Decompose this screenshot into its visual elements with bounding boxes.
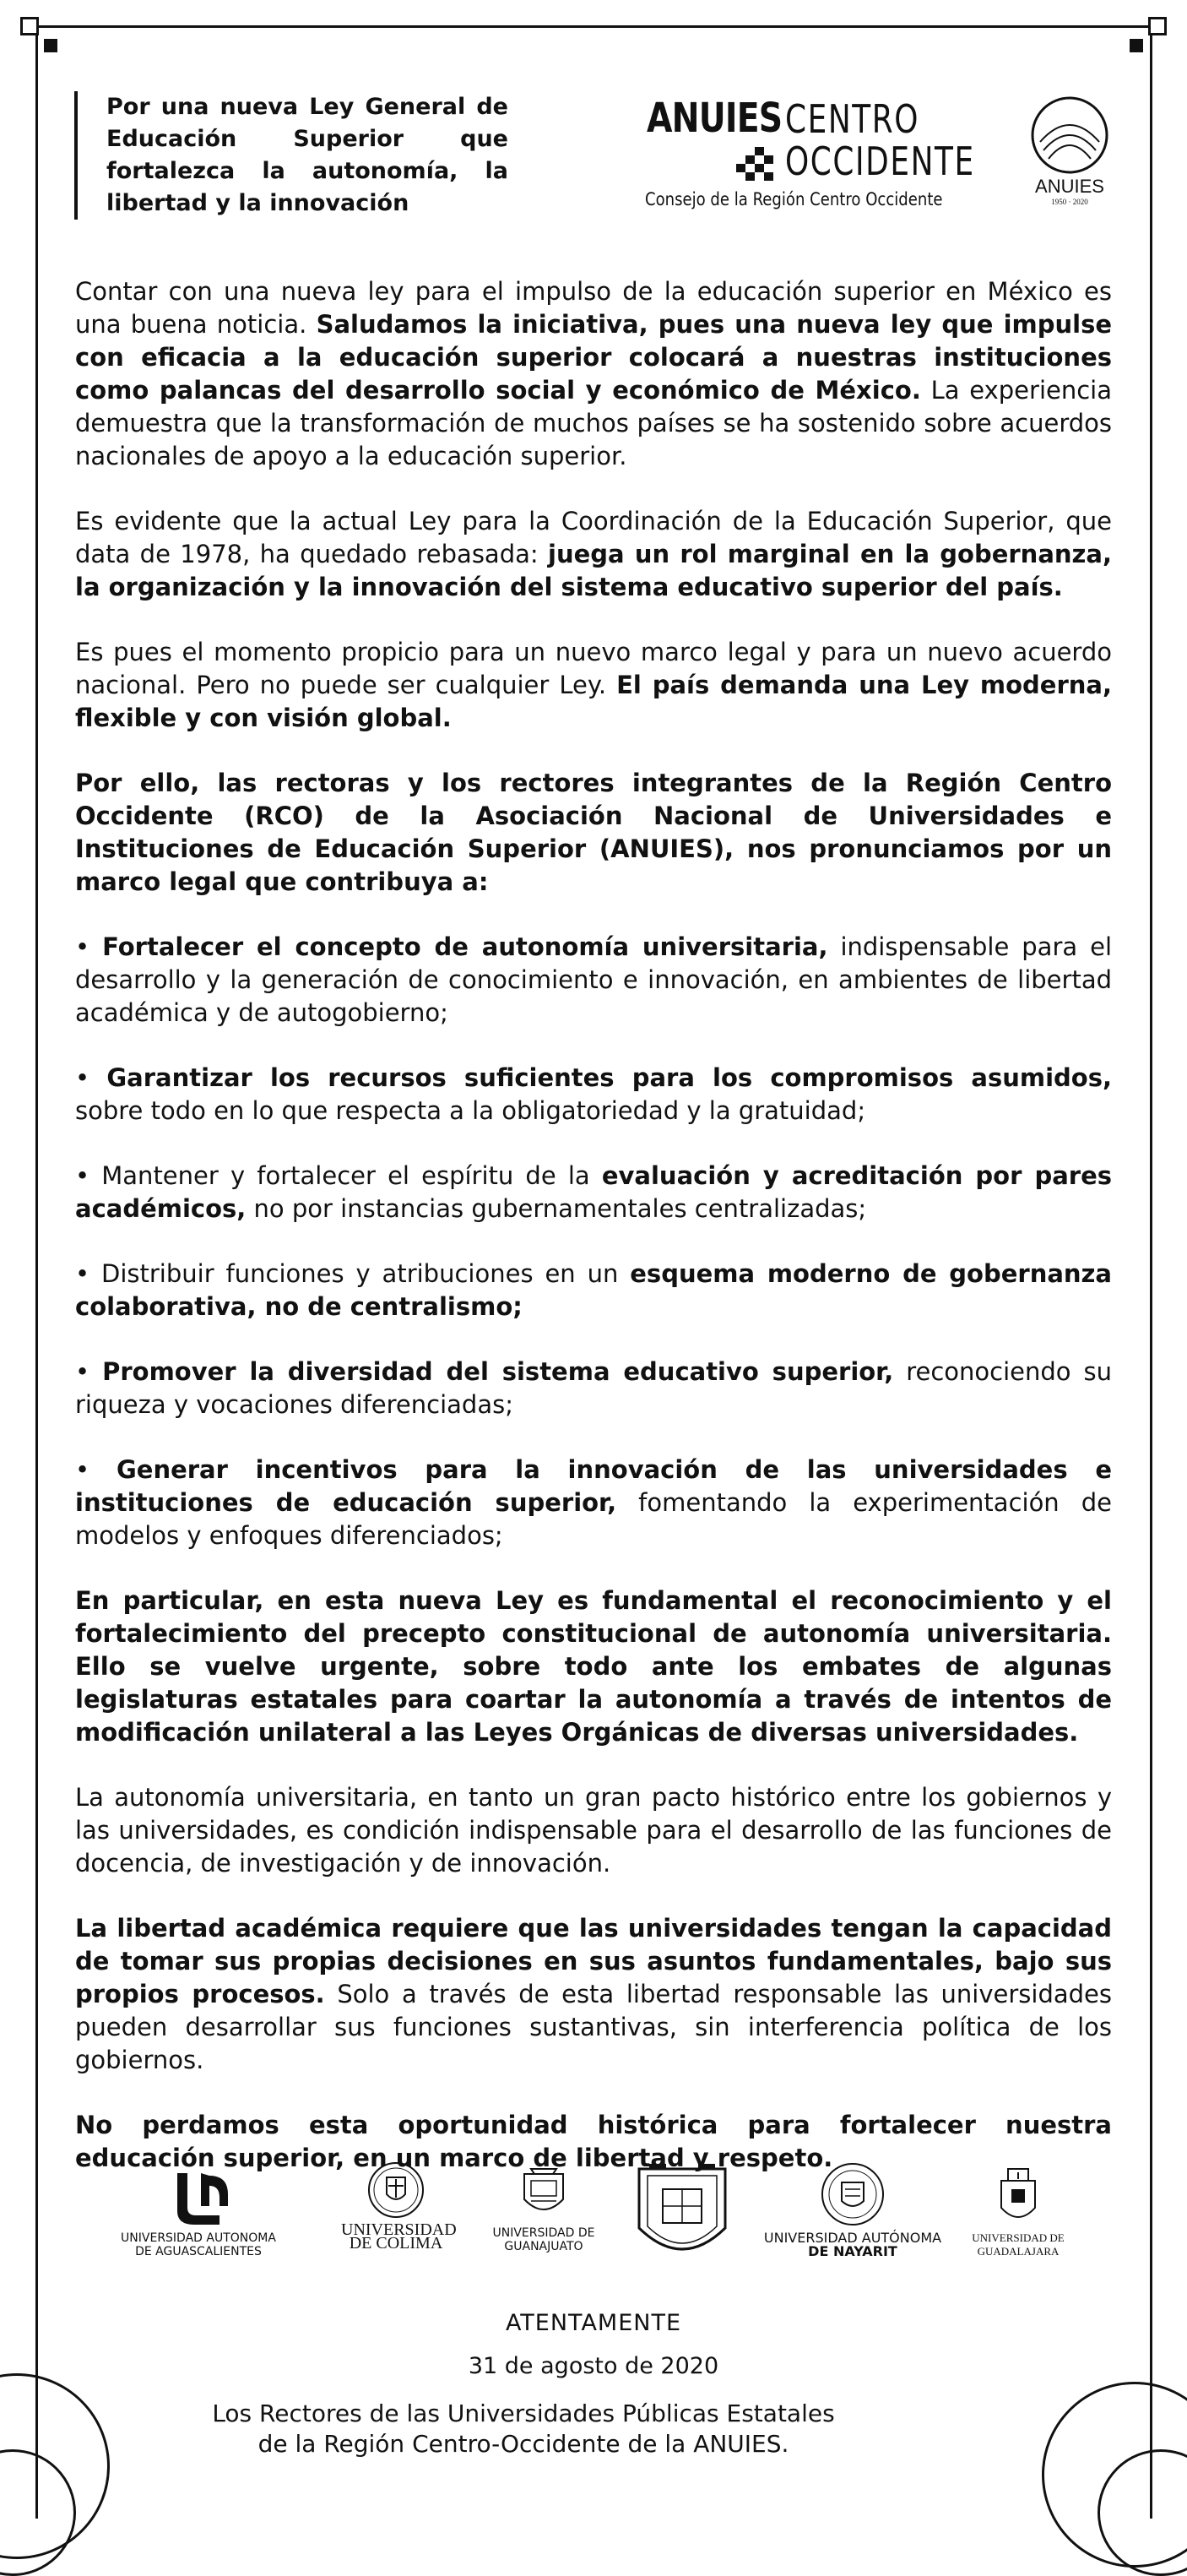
text-run: indispensable para el desarrollo y la generación de conocimiento e innovación, en ambientes de libertad académica y de autogobierno; bbox=[75, 932, 1113, 1027]
text-run: • bbox=[75, 1063, 107, 1092]
closing-signature: Los Rectores de las Universidades Públicas Estatales de la Región Centro-Occidente de la ANUIES. bbox=[212, 2399, 835, 2458]
paragraph-constitutional-autonomy bbox=[75, 1584, 1112, 1749]
bullet-diversity bbox=[75, 1356, 1112, 1421]
text-run: Es evidente que la actual Ley para la Coordinación de la Educación Superior, que data de 1978, ha quedado rebasada: bbox=[75, 507, 1112, 568]
text-run: La autonomía universitaria, en tanto un gran pacto histórico entre los gobiernos y las universidades, es condición indispensable para el desarrollo de las funciones de docencia, de investigación y de innovación. bbox=[75, 1783, 1112, 1878]
text-run: Contar con una nueva ley para el impulso de la educación superior en México es una buena noticia. bbox=[75, 277, 1112, 339]
text-run: La experiencia demuestra que la transformación de muchos países se ha sostenido sobre acuerdos nacionales de apoyo a la educación superior. bbox=[75, 376, 1112, 470]
bullet-innovation bbox=[75, 1454, 1112, 1552]
ucol-label-line1: UNIVERSIDAD bbox=[341, 2220, 457, 2239]
bold-text-run: El país demanda una Ley moderna, flexible y con visión global. bbox=[75, 671, 1113, 732]
frame-top-border bbox=[27, 25, 1162, 28]
text-run: no por instancias gubernamentales centralizadas; bbox=[246, 1194, 867, 1223]
seal-circle-icon bbox=[1023, 91, 1116, 176]
text-run: Es pues el momento propicio para un nuevo marco legal y para un nuevo acuerdo nacional. Pero no puede ser cualquier Ley. bbox=[75, 638, 1112, 699]
uaa-emblem-icon bbox=[160, 2169, 236, 2228]
bold-text-run: Fortalecer el concepto de autonomía universitaria, bbox=[102, 932, 828, 961]
text-run: • bbox=[75, 932, 103, 961]
university-seal-icon bbox=[632, 2160, 732, 2267]
paragraph-moment bbox=[75, 636, 1112, 735]
text-run: fomentando la experimentación de modelos y enfoques diferenciados; bbox=[75, 1488, 1112, 1550]
uaa-label-line1: UNIVERSIDAD AUTONOMA bbox=[121, 2231, 276, 2245]
text-run: reconociendo su riqueza y vocaciones diferenciadas; bbox=[75, 1357, 1112, 1419]
bullet-resources bbox=[75, 1062, 1112, 1128]
bold-text-run: Saludamos la iniciativa, pues una nueva ley que impulse con eficacia a la educación superior colocará a nuestras instituciones como palancas del desarrollo social y económico de México. bbox=[75, 310, 1113, 405]
uan-label-line2: DE NAYARIT bbox=[808, 2243, 897, 2259]
corner-marker-top-left bbox=[44, 39, 57, 52]
text-run: • bbox=[75, 1455, 117, 1484]
page-title: Por una nueva Ley General de Educación Superior que fortalezca la autonomía, la libertad y la innovación bbox=[74, 91, 508, 220]
bold-text-run: Promover la diversidad del sistema educativo superior, bbox=[102, 1357, 894, 1386]
frame-right-border bbox=[1150, 25, 1152, 2519]
bullet-evaluation bbox=[75, 1160, 1112, 1226]
ugto-label-line2: GUANAJUATO bbox=[504, 2240, 583, 2253]
bold-text-run: La libertad académica requiere que las universidades tengan la capacidad de tomar sus propias decisiones en sus asuntos fundamentales, bajo sus propios procesos. bbox=[75, 1914, 1112, 2008]
uan-seal-icon bbox=[816, 2160, 889, 2228]
logo-subtitle: Consejo de la Región Centro Occidente bbox=[645, 189, 943, 209]
anuies-centro-occidente-logo bbox=[642, 95, 979, 213]
ugto-label-line1: UNIVERSIDAD DE bbox=[492, 2226, 595, 2240]
corner-marker-top-right bbox=[1130, 39, 1143, 52]
university-logos-row bbox=[101, 2160, 1089, 2270]
bold-text-run: Garantizar los recursos suficientes para los compromisos asumidos, bbox=[106, 1063, 1112, 1092]
anuies-70-years-seal bbox=[1023, 91, 1116, 218]
logo-word-occidente: OCCIDENTE bbox=[785, 139, 975, 184]
uaa-label-line2: DE AGUASCALIENTES bbox=[135, 2245, 262, 2258]
bold-text-run: evaluación y acreditación por pares académicos, bbox=[75, 1161, 1113, 1223]
logo-ugto bbox=[485, 2164, 603, 2253]
bold-text-run: No perdamos esta oportunidad histórica para fortalecer nuestra educación superior, en un marco de libertad y respeto. bbox=[75, 2111, 1112, 2172]
seal-name: ANUIES bbox=[1035, 176, 1104, 197]
udg-label-line1: UNIVERSIDAD DE bbox=[972, 2231, 1065, 2244]
text-run: • Distribuir funciones y atribuciones en un bbox=[75, 1259, 631, 1288]
paragraph-academic-freedom bbox=[75, 1912, 1112, 2077]
ucol-shield-icon bbox=[366, 2160, 425, 2220]
bold-text-run: Por ello, las rectoras y los rectores integrantes de la Región Centro Occidente (RCO) de la Asociación Nacional de Universidades e Instituciones de Educación Superior (ANUIES), nos pronunciamos por un marco legal que contribuya a: bbox=[75, 769, 1112, 896]
logo-uan bbox=[760, 2160, 946, 2258]
udg-label-line2: GUADALAJARA bbox=[977, 2245, 1060, 2258]
checker-pattern-icon bbox=[736, 147, 773, 181]
closing-date: 31 de agosto de 2020 bbox=[468, 2353, 719, 2379]
text-run: Solo a través de esta libertad responsable las universidades pueden desarrollar sus funciones sustantivas, sin interferencia política de los gobiernos. bbox=[75, 1980, 1112, 2074]
logo-word-anuies: ANUIES bbox=[647, 95, 783, 142]
corner-square-top-right bbox=[1148, 17, 1167, 35]
bold-text-run: juega un rol marginal en la gobernanza, la organización y la innovación del sistema educativo superior del país. bbox=[75, 540, 1112, 601]
logo-ucol bbox=[341, 2160, 457, 2253]
paragraph-historic-pact bbox=[75, 1781, 1112, 1880]
paragraph-current-law bbox=[75, 505, 1112, 604]
letter-body bbox=[75, 275, 1112, 2207]
logo-uaa bbox=[101, 2169, 295, 2258]
frame-left-border bbox=[35, 25, 38, 2519]
closing-salutation: ATENTAMENTE bbox=[505, 2310, 682, 2336]
corner-square-top-left bbox=[20, 17, 39, 35]
ugto-crest-icon bbox=[514, 2164, 573, 2223]
bullet-governance bbox=[75, 1258, 1112, 1323]
paragraph-intro bbox=[75, 275, 1112, 473]
paragraph-rectors-statement bbox=[75, 767, 1112, 899]
bullet-autonomy bbox=[75, 931, 1112, 1030]
text-run: sobre todo en lo que respecta a la obligatoriedad y la gratuidad; bbox=[75, 1096, 866, 1125]
bold-text-run: En particular, en esta nueva Ley es fundamental el reconocimiento y el fortalecimiento del precepto constitucional de autonomía universitaria. Ello se vuelve urgente, sobre todo ante los embates de algunas legislaturas estatales para coartar la autonomía a través de intentos de modificación unilateral a las Leyes Orgánicas de diversas universidades. bbox=[75, 1586, 1112, 1747]
seal-years: 1950 · 2020 bbox=[1051, 198, 1088, 206]
udg-crest-icon bbox=[993, 2166, 1043, 2228]
text-run: • Mantener y fortalecer el espíritu de la bbox=[75, 1161, 602, 1190]
logo-word-centro: CENTRO bbox=[785, 96, 920, 142]
bold-text-run: Generar incentivos para la innovación de las universidades e instituciones de educación superior, bbox=[75, 1455, 1113, 1517]
bold-text-run: esquema moderno de gobernanza colaborativa, no de centralismo; bbox=[75, 1259, 1113, 1321]
logo-umich-seal bbox=[631, 2160, 733, 2270]
text-run: • bbox=[75, 1357, 103, 1386]
logo-udg bbox=[959, 2166, 1077, 2258]
uan-label-line1: UNIVERSIDAD AUTÓNOMA bbox=[763, 2230, 942, 2246]
ucol-label-line2: DE COLIMA bbox=[349, 2234, 443, 2253]
